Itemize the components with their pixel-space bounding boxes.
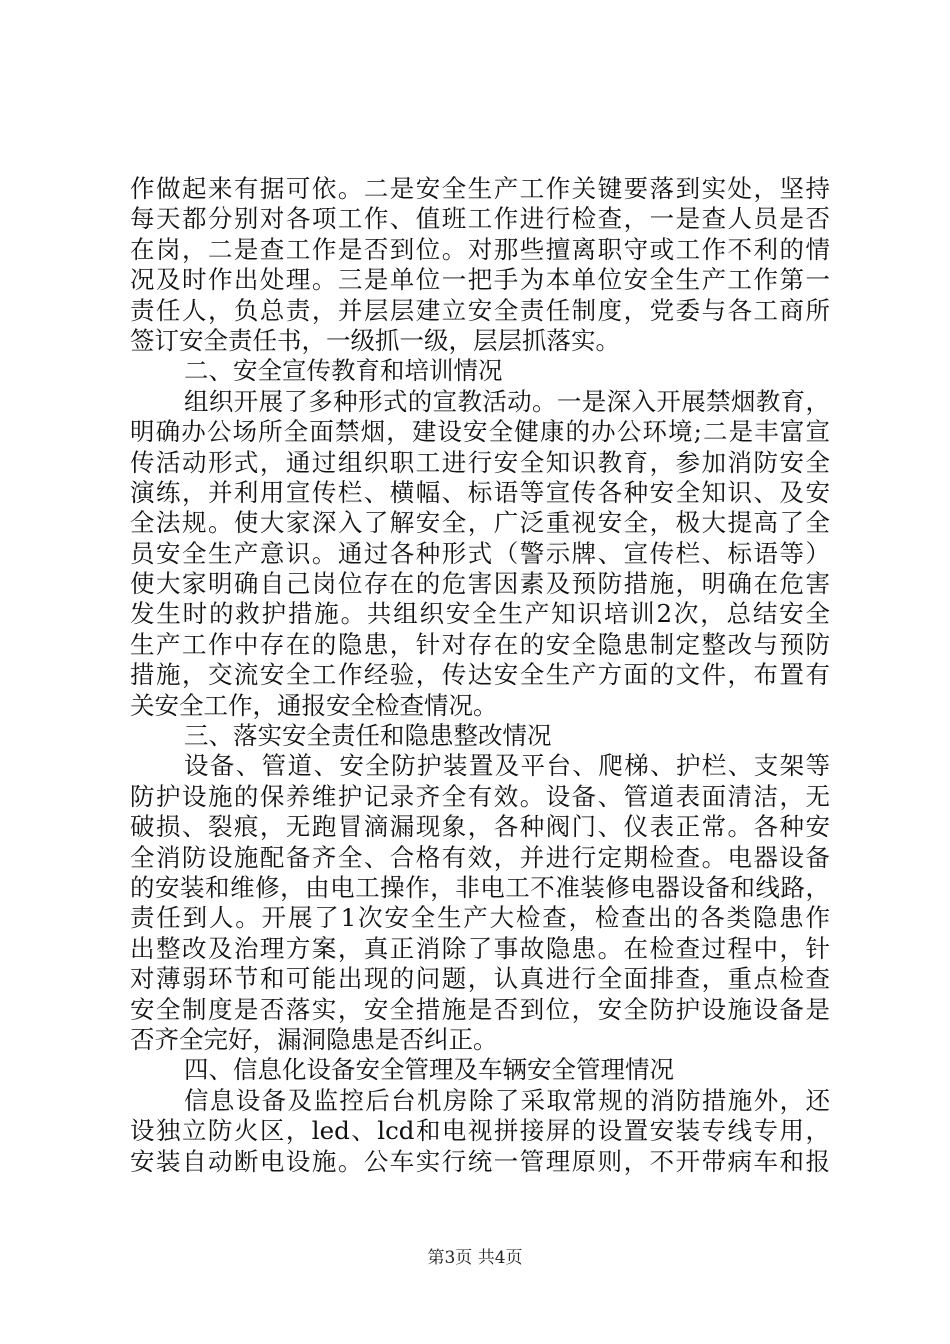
text-line: 措施，交流安全工作经验，传达安全生产方面的文件，布置有 <box>130 660 830 690</box>
text-line: 组织开展了多种形式的宣教活动。一是深入开展禁烟教育， <box>184 386 830 416</box>
text-line: 责任人，负总责，并层层建立安全责任制度，党委与各工商所 <box>130 295 830 325</box>
text-line: 出整改及治理方案，真正消除了事故隐患。在检查过程中，针 <box>130 933 830 963</box>
text-line: 安装自动断电设施。公车实行统一管理原则，不开带病车和报 <box>130 1146 830 1176</box>
text-line: 否齐全完好，漏洞隐患是否纠正。 <box>130 1024 498 1054</box>
text-line: 员安全生产意识。通过各种形式（警示牌、宣传栏、标语等） <box>130 538 830 568</box>
text-line: 生产工作中存在的隐患，针对存在的安全隐患制定整改与预防 <box>130 629 830 659</box>
text-line: 安全制度是否落实，安全措施是否到位，安全防护设施设备是 <box>130 994 830 1024</box>
text-line: 关安全工作，通报安全检查情况。 <box>130 690 498 720</box>
text-line: 演练，并利用宣传栏、横幅、标语等宣传各种安全知识、及安 <box>130 477 830 507</box>
text-line: 信息设备及监控后台机房除了采取常规的消防措施外，还 <box>184 1085 830 1115</box>
text-line: 使大家明确自己岗位存在的危害因素及预防措施，明确在危害 <box>130 569 830 599</box>
text-line: 的安装和维修，由电工操作，非电工不准装修电器设备和线路， <box>130 872 830 902</box>
text-line: 作做起来有据可依。二是安全生产工作关键要落到实处，坚持 <box>130 174 830 203</box>
text-line: 设备、管道、安全防护装置及平台、爬梯、护栏、支架等 <box>184 751 830 781</box>
section-heading: 四、信息化设备安全管理及车辆安全管理情况 <box>184 1055 674 1085</box>
text-line: 全法规。使大家深入了解安全，广泛重视安全，极大提高了全 <box>130 508 830 538</box>
text-line: 传活动形式，通过组织职工进行安全知识教育，参加消防安全 <box>130 447 830 477</box>
text-line: 全消防设施配备齐全、合格有效，并进行定期检查。电器设备 <box>130 842 830 872</box>
text-line: 明确办公场所全面禁烟，建设安全健康的办公环境;二是丰富宣 <box>130 417 830 447</box>
page-footer: 第3页 共4页 <box>427 1248 523 1268</box>
text-line: 况及时作出处理。三是单位一把手为本单位安全生产工作第一 <box>130 265 830 295</box>
text-line: 设独立防火区，led、lcd和电视拼接屏的设置安装专线专用， <box>130 1116 830 1146</box>
text-line: 破损、裂痕，无跑冒滴漏现象，各种阀门、仪表正常。各种安 <box>130 812 830 842</box>
text-line: 签订安全责任书，一级抓一级，层层抓落实。 <box>130 325 620 355</box>
text-line: 每天都分别对各项工作、值班工作进行检查，一是查人员是否 <box>130 204 830 234</box>
text-line: 对薄弱环节和可能出现的问题，认真进行全面排查，重点检查 <box>130 964 830 994</box>
text-line: 在岗，二是查工作是否到位。对那些擅离职守或工作不利的情 <box>130 234 830 264</box>
section-heading: 二、安全宣传教育和培训情况 <box>184 356 503 386</box>
text-line: 防护设施的保养维护记录齐全有效。设备、管道表面清洁，无 <box>130 781 830 811</box>
document-body <box>130 174 830 1177</box>
section-heading: 三、落实安全责任和隐患整改情况 <box>184 721 552 751</box>
text-line: 发生时的救护措施。共组织安全生产知识培训2次，总结安全 <box>130 599 830 629</box>
text-line: 责任到人。开展了1次安全生产大检查，检查出的各类隐患作 <box>130 903 830 933</box>
